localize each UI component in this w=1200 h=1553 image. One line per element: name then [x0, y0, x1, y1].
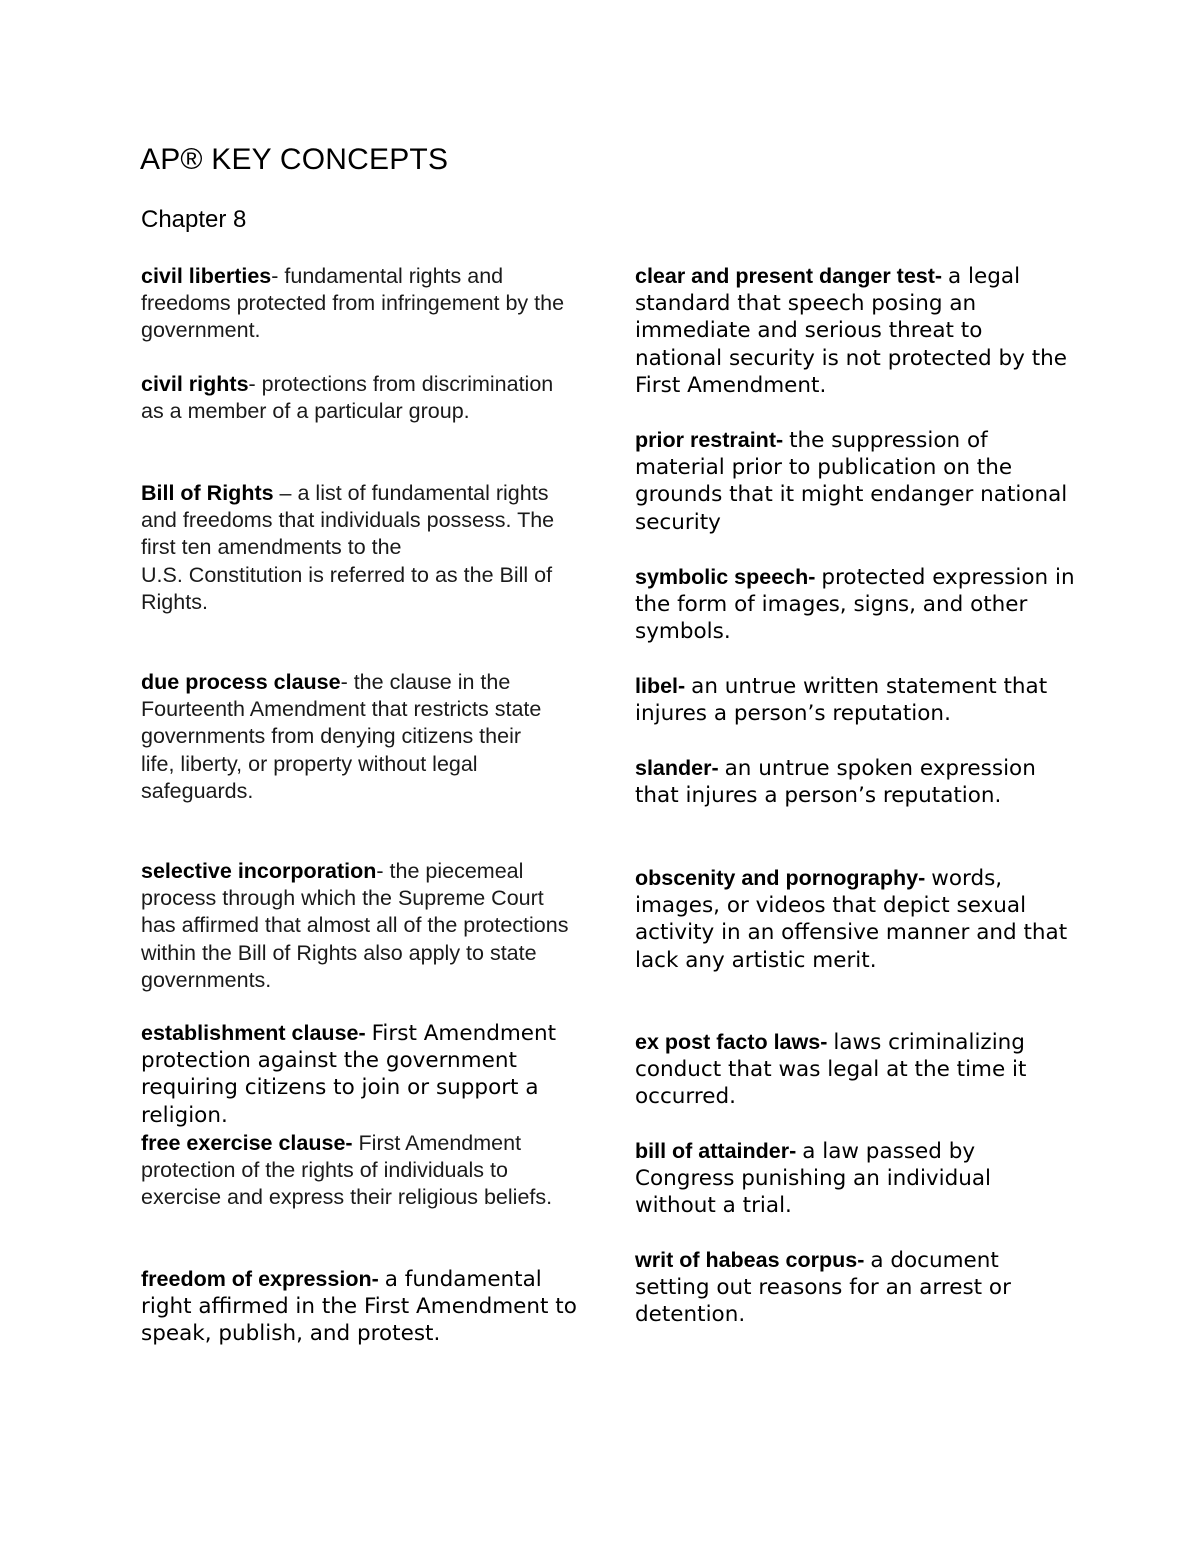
glossary-entry-civil-liberties	[141, 263, 571, 345]
glossary-definition: words, images, or videos that depict sexual activity in an offensive manner and that lack any artistic merit.	[635, 866, 1068, 973]
glossary-term: bill of attainder-	[635, 1139, 803, 1163]
glossary-term: prior restraint-	[635, 428, 790, 452]
glossary-entry-clear-and-present-danger-test	[635, 263, 1075, 399]
glossary-entry-freedom-of-expression	[141, 1266, 581, 1348]
glossary-definition: a law passed by Congress punishing an individual without a trial.	[635, 1139, 992, 1219]
glossary-term: establishment clause-	[141, 1021, 372, 1045]
glossary-entry-civil-rights	[141, 371, 571, 425]
glossary-definition: protected expression in the form of images, signs, and other symbols.	[635, 565, 1075, 645]
glossary-term: civil liberties	[141, 264, 272, 288]
page-title: AP® KEY CONCEPTS	[140, 143, 449, 176]
glossary-definition: First Amendment protection of the rights of individuals to exercise and express their religious beliefs.	[141, 1131, 553, 1210]
glossary-term: freedom of expression-	[141, 1267, 385, 1291]
glossary-term: free exercise clause-	[141, 1131, 359, 1155]
glossary-entry-obscenity-and-pornography	[635, 865, 1075, 974]
glossary-entry-libel	[635, 673, 1075, 727]
glossary-entry-selective-incorporation	[141, 858, 571, 994]
glossary-term: libel-	[635, 674, 692, 698]
glossary-definition: the suppression of material prior to publication on the grounds that it might endanger national security	[635, 428, 1068, 535]
glossary-term: Bill of Rights	[141, 481, 274, 505]
glossary-term: ex post facto laws-	[635, 1030, 834, 1054]
glossary-entry-free-exercise-clause	[141, 1130, 571, 1212]
chapter-heading: Chapter 8	[141, 206, 247, 233]
glossary-term: obscenity and pornography-	[635, 866, 932, 890]
glossary-entry-symbolic-speech	[635, 564, 1075, 646]
glossary-entry-ex-post-facto-laws	[635, 1029, 1075, 1111]
glossary-term: selective incorporation	[141, 859, 377, 883]
glossary-entry-due-process-clause	[141, 669, 571, 805]
glossary-definition: a legal standard that speech posing an immediate and serious threat to national security is not protected by the First Amendment.	[635, 264, 1067, 398]
glossary-entry-prior-restraint	[635, 427, 1075, 536]
glossary-definition: a fundamental right affirmed in the First Amendment to speak, publish, and protest.	[141, 1267, 577, 1347]
glossary-entry-bill-of-rights	[141, 480, 571, 616]
glossary-term: clear and present danger test-	[635, 264, 949, 288]
glossary-entry-slander	[635, 755, 1075, 809]
glossary-entry-writ-of-habeas-corpus	[635, 1247, 1075, 1329]
glossary-definition: an untrue spoken expression that injures a person’s reputation.	[635, 756, 1036, 809]
glossary-term: due process clause	[141, 670, 341, 694]
glossary-definition-continued: life, liberty, or property without legal safeguards.	[141, 751, 478, 803]
glossary-entry-establishment-clause	[141, 1020, 581, 1129]
glossary-definition: – a list of fundamental rights and freedoms that individuals possess. The first ten amendments to the	[141, 481, 555, 560]
glossary-definition-continued: U.S. Constitution is referred to as the Bill of Rights.	[141, 562, 553, 614]
glossary-term: civil rights	[141, 372, 249, 396]
glossary-definition: an untrue written statement that injures a person’s reputation.	[635, 674, 1048, 727]
glossary-term: symbolic speech-	[635, 565, 822, 589]
glossary-definition: First Amendment protection against the government requiring citizens to join or support a religion.	[141, 1021, 557, 1128]
glossary-definition: a document setting out reasons for an arrest or detention.	[635, 1248, 1011, 1328]
glossary-definition: laws criminalizing conduct that was legal at the time it occurred.	[635, 1030, 1027, 1110]
glossary-term: slander-	[635, 756, 725, 780]
glossary-definition: - protections from discrimination as a member of a particular group.	[141, 372, 554, 424]
glossary-definition: - the piecemeal process through which the Supreme Court has affirmed that almost all of the protections within the Bill of Rights also apply to state governments.	[141, 859, 569, 992]
glossary-definition: - fundamental rights and freedoms protected from infringement by the government.	[141, 264, 565, 343]
glossary-entry-bill-of-attainder	[635, 1138, 1075, 1220]
glossary-term: writ of habeas corpus-	[635, 1248, 871, 1272]
glossary-definition: - the clause in the Fourteenth Amendment that restricts state governments from denying citizens their	[141, 670, 542, 749]
